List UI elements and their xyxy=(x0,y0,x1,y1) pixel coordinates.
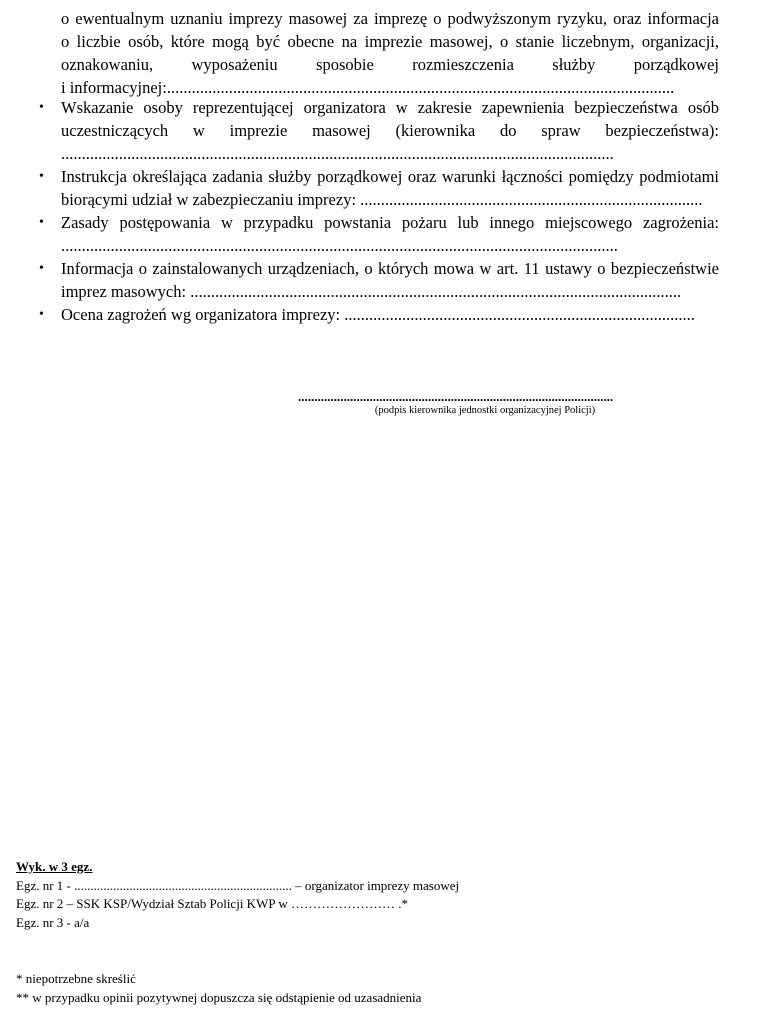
list-item xyxy=(39,96,719,165)
bullet-icon: • xyxy=(39,100,44,115)
list-item-line: Instrukcja określająca zadania służby porządkowej oraz warunki łączności pomiędzy podmiotami xyxy=(61,167,719,186)
copies-header: Wyk. w 3 egz. xyxy=(16,859,93,874)
requirements-list xyxy=(39,96,719,326)
bullet-icon: • xyxy=(39,215,44,230)
list-item-line: Zasady postępowania w przypadku powstania pożaru lub innego miejscowego zagrożenia: xyxy=(61,213,719,232)
paragraph-line: o liczbie osób, które mogą być obecne na imprezie masowej, o stanie liczebnym, organizacji, xyxy=(61,32,719,51)
signature-line: ................................................................................................. xyxy=(298,390,614,404)
footnotes xyxy=(16,970,716,1007)
list-item-line: imprez masowych: ....................................................................................................................... xyxy=(61,282,682,301)
paragraph-line: oznakowaniu, wyposażeniu sposobie rozmieszczenia służby porządkowej xyxy=(61,55,719,74)
list-item-line: Wskazanie osoby reprezentującej organizatora w zakresie zapewnienia bezpieczeństwa osób xyxy=(61,98,719,117)
paragraph-line: o ewentualnym uznaniu imprezy masowej za imprezę o podwyższonym ryzyku, oraz informacja xyxy=(61,9,719,28)
list-item-line: uczestniczących w imprezie masowej (kierownika do spraw bezpieczeństwa): xyxy=(61,121,719,140)
list-item-line: biorącymi udział w zabezpieczaniu imprezy: ................................................................................... xyxy=(61,190,703,209)
list-item xyxy=(39,303,719,326)
bullet-icon: • xyxy=(39,307,44,322)
footnote: * niepotrzebne skreślić xyxy=(16,971,136,986)
list-item xyxy=(39,257,719,303)
signature-caption: (podpis kierownika jednostki organizacyjnej Policji) xyxy=(374,405,596,416)
paragraph-line: i informacyjnej:........................................................................................................................... xyxy=(61,78,675,97)
list-item-line: Informacja o zainstalowanych urządzeniach, o których mowa w art. 11 ustawy o bezpieczeństwie xyxy=(61,259,719,278)
list-item-line: ....................................................................................................................................... xyxy=(61,236,618,255)
copy-item: Egz. nr 3 - a/a xyxy=(16,914,90,930)
list-item-line: ...................................................................................................................................... xyxy=(61,144,614,163)
list-item-line: Ocena zagrożeń wg organizatora imprezy: ..................................................................................... xyxy=(61,305,695,324)
list-item xyxy=(39,211,719,257)
copy-item: Egz. nr 2 – SSK KSP/Wydział Sztab Policji KWP w …………………… .* xyxy=(16,896,408,911)
bullet-icon: • xyxy=(39,261,44,276)
list-item xyxy=(39,165,719,211)
copies-section xyxy=(16,858,716,932)
continuation-paragraph xyxy=(61,7,719,99)
bullet-icon: • xyxy=(39,169,44,184)
copy-item: Egz. nr 1 - ................................................................... – organizator imprezy masowej xyxy=(16,877,460,893)
footnote: ** w przypadku opinii pozytywnej dopuszcza się odstąpienie od uzasadnienia xyxy=(16,989,422,1005)
